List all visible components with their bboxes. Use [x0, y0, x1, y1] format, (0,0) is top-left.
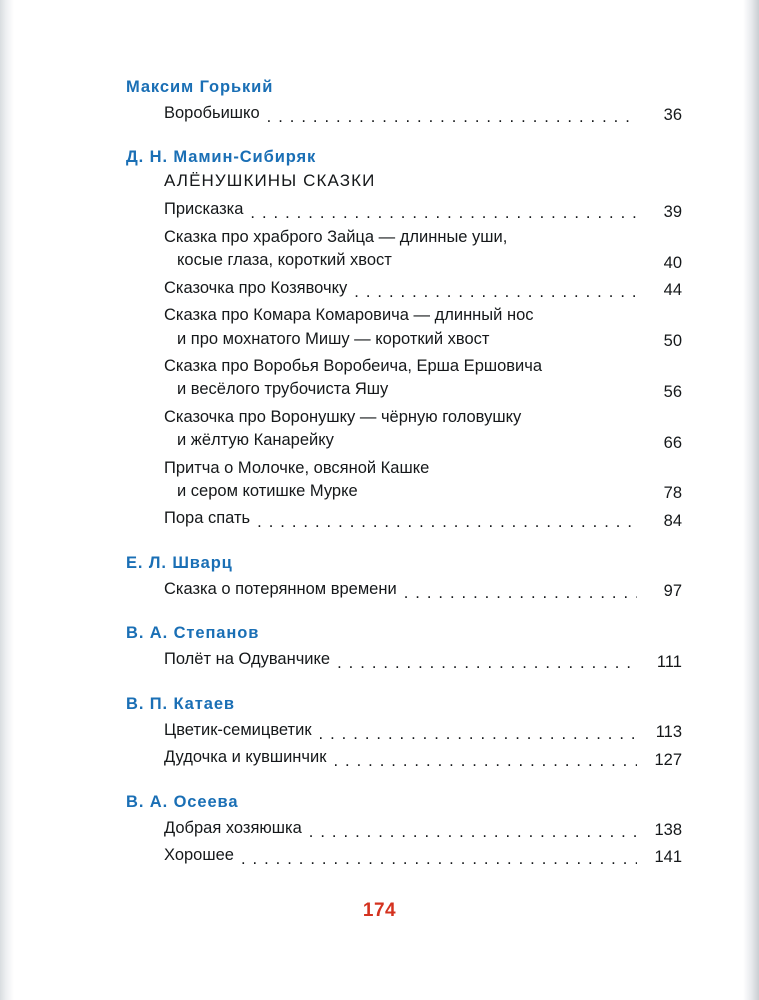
- toc-entry-title: [164, 226, 507, 273]
- toc-dot-leader: [257, 515, 637, 531]
- toc-dot-leader: [267, 109, 637, 125]
- toc-entry-title-line: косые глаза, короткий хвост: [177, 251, 392, 270]
- toc-entry[interactable]: [126, 225, 682, 274]
- toc-entry-page-number: 78: [663, 484, 682, 503]
- toc-dot-leader: [309, 824, 637, 840]
- toc-entry-page-number: 127: [654, 750, 682, 769]
- toc-entry[interactable]: [126, 506, 682, 531]
- toc-section: [126, 78, 682, 126]
- section-author-heading: В. П. Катаев: [126, 694, 235, 713]
- section-collection-title: АЛЁНУШКИНЫ СКАЗКИ: [164, 171, 376, 191]
- toc-entry-title-line: и про мохнатого Мишу — короткий хвост: [177, 329, 490, 348]
- section-author-heading: Максим Горький: [126, 78, 274, 96]
- toc-section: [126, 554, 682, 602]
- toc-entry-page-number: 36: [663, 106, 682, 125]
- toc-entry-title-line: Сказка про Комара Комаровича — длинный нос: [164, 306, 534, 325]
- toc-entry-title-line: Сказка о потерянном времени: [164, 579, 397, 598]
- toc-entry-title-line: Пора спать: [164, 509, 251, 528]
- toc-entry-title-line: Цветик-семицветик: [164, 720, 312, 739]
- toc-entry[interactable]: [126, 718, 682, 743]
- toc-entry-title-line: Хорошее: [164, 846, 234, 865]
- section-author-heading: В. А. Осеева: [126, 792, 239, 811]
- table-of-contents: [126, 78, 682, 870]
- toc-entry-title: [164, 719, 312, 742]
- toc-dot-leader: [333, 754, 637, 770]
- toc-entry[interactable]: [126, 816, 682, 841]
- toc-entry-title: [164, 277, 347, 300]
- toc-entry-title: [164, 817, 302, 840]
- toc-entry-page-number: 66: [663, 433, 682, 452]
- toc-dot-leader: [250, 206, 637, 222]
- toc-entry[interactable]: [126, 577, 682, 602]
- toc-entry-title: [164, 198, 243, 221]
- toc-entry-page-number: 111: [656, 652, 682, 671]
- section-author-heading: Е. Л. Шварц: [126, 553, 233, 572]
- toc-entry-title-line: и весёлого трубочиста Яшу: [177, 380, 389, 399]
- toc-entry-title-line: Притча о Молочке, овсяной Кашке: [164, 458, 430, 477]
- toc-entry-list: [126, 577, 682, 602]
- toc-entry-title-line: Дудочка и кувшинчик: [164, 748, 327, 767]
- toc-dot-leader: [354, 284, 637, 300]
- toc-entry-title: [164, 457, 429, 504]
- toc-dot-leader: [319, 726, 637, 742]
- toc-entry-title-line: Воробьишко: [164, 104, 260, 122]
- toc-entry-title: [164, 648, 330, 671]
- section-author-heading: Д. Н. Мамин-Сибиряк: [126, 148, 317, 167]
- toc-entry[interactable]: [126, 843, 682, 868]
- toc-entry-title-line: Присказка: [164, 200, 244, 219]
- toc-entry[interactable]: [126, 647, 682, 672]
- toc-entry-page-number: 50: [663, 331, 682, 350]
- toc-entry-title-line: Добрая хозяюшка: [164, 818, 302, 837]
- toc-entry-page-number: 97: [663, 582, 682, 601]
- toc-entry-title: [164, 406, 521, 453]
- toc-section: [126, 793, 682, 869]
- toc-entry[interactable]: [126, 745, 682, 770]
- toc-entry-title: [164, 578, 397, 601]
- toc-entry-page-number: 113: [655, 723, 682, 742]
- toc-entry-page-number: 56: [663, 382, 682, 401]
- toc-entry-page-number: 44: [663, 281, 682, 300]
- toc-entry-page-number: 141: [654, 848, 682, 867]
- toc-entry-title-line: Сказка про храброго Зайца — длинные уши,: [164, 227, 508, 246]
- toc-entry-title: [164, 102, 260, 125]
- toc-entry-title-line: и жёлтую Канарейку: [177, 431, 334, 450]
- toc-entry-list: [126, 101, 682, 126]
- toc-entry-page-number: 40: [663, 253, 682, 272]
- toc-entry-page-number: 39: [663, 202, 682, 221]
- toc-entry[interactable]: [126, 101, 682, 126]
- toc-entry[interactable]: [126, 303, 682, 352]
- toc-dot-leader: [241, 851, 637, 867]
- toc-entry-title: [164, 844, 234, 867]
- toc-entry-title: [164, 304, 534, 351]
- page-folio-number: 174: [362, 900, 397, 921]
- toc-entry-title-line: Сказочка про Козявочку: [164, 278, 348, 297]
- toc-entry[interactable]: [126, 405, 682, 454]
- toc-entry-title: [164, 355, 542, 402]
- toc-entry-title: [164, 507, 250, 530]
- toc-section: [126, 148, 682, 531]
- toc-section: [126, 695, 682, 771]
- toc-entry-list: [126, 718, 682, 771]
- toc-entry-title-line: Сказочка про Воронушку — чёрную головушку: [164, 407, 522, 426]
- toc-entry[interactable]: [126, 354, 682, 403]
- toc-entry-list: [126, 647, 682, 672]
- toc-entry[interactable]: [126, 276, 682, 301]
- toc-entry-title-line: Сказка про Воробья Воробеича, Ерша Ершовича: [164, 356, 543, 375]
- toc-entry-list: [126, 197, 682, 531]
- toc-entry-title-line: Полёт на Одуванчике: [164, 650, 331, 669]
- toc-entry-list: [126, 816, 682, 869]
- toc-entry-title: [164, 746, 326, 769]
- toc-dot-leader: [337, 656, 637, 672]
- section-author-heading: В. А. Степанов: [126, 624, 260, 643]
- toc-section: [126, 624, 682, 672]
- toc-entry-title-line: и сером котишке Мурке: [177, 482, 358, 501]
- toc-entry-page-number: 84: [663, 511, 682, 530]
- toc-entry-page-number: 138: [654, 821, 682, 840]
- toc-entry[interactable]: [126, 456, 682, 505]
- toc-dot-leader: [404, 585, 637, 601]
- toc-entry[interactable]: [126, 197, 682, 222]
